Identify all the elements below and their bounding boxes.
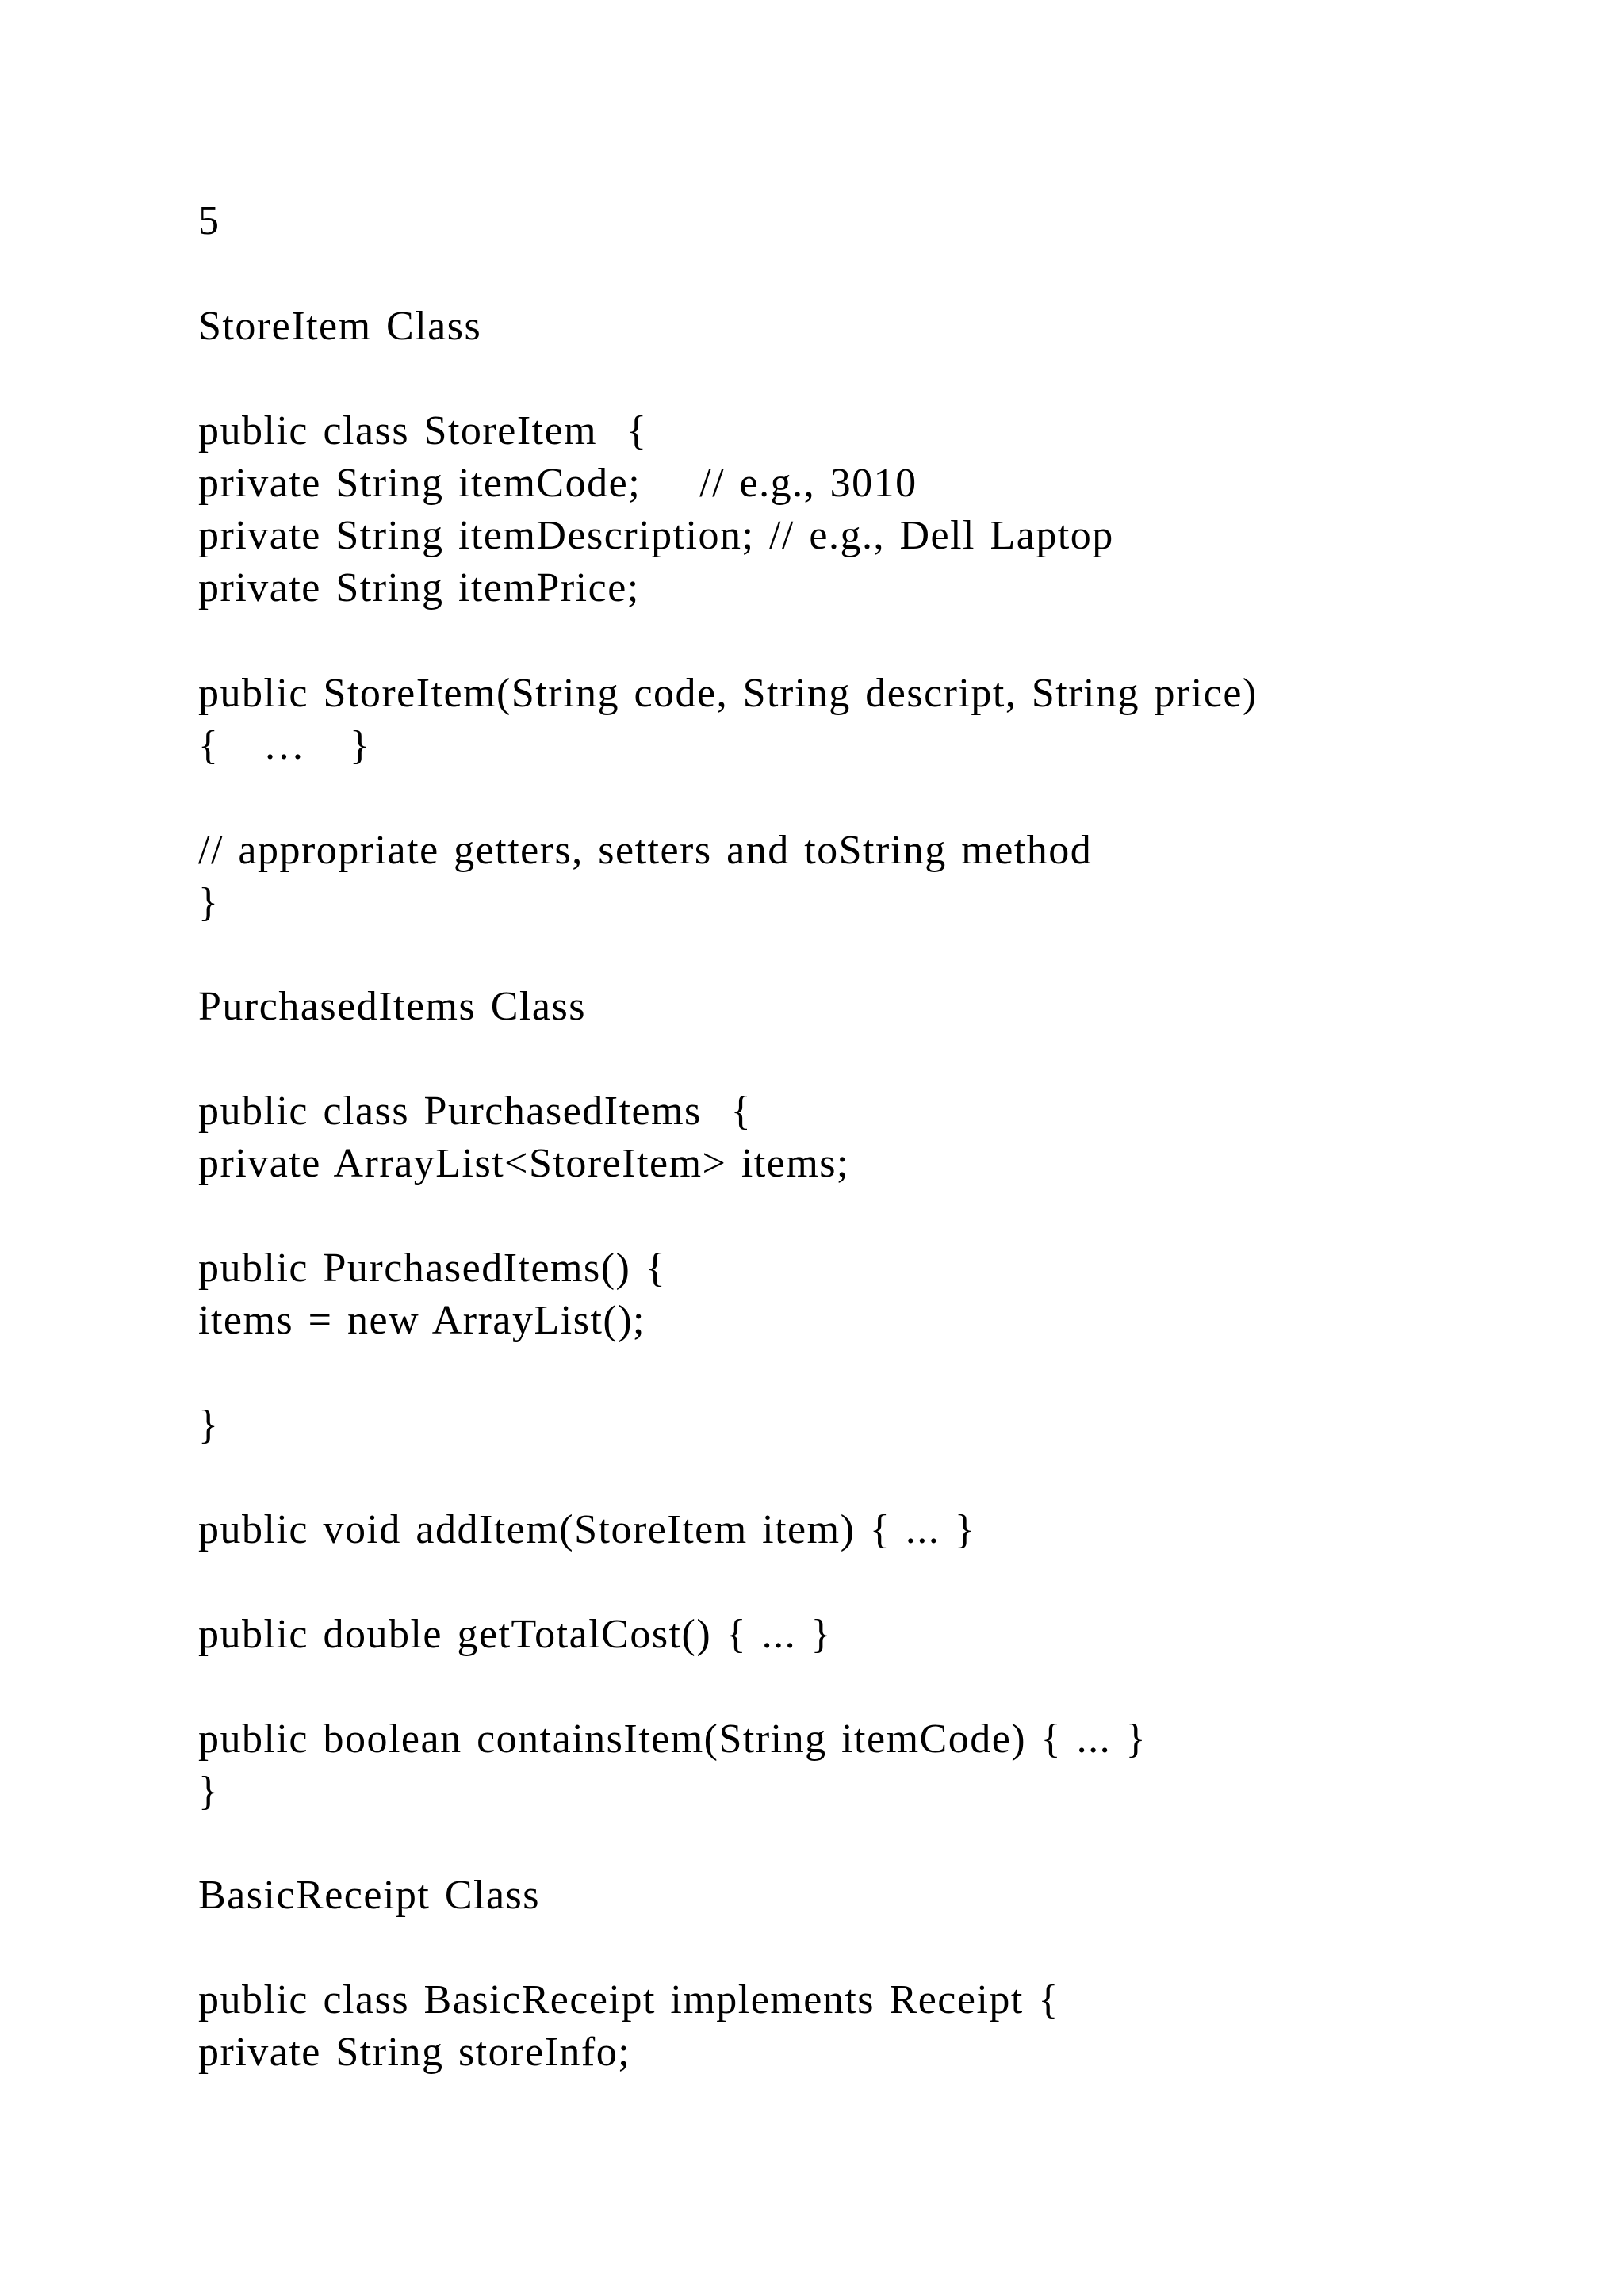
code-line: { … }: [198, 723, 371, 768]
section-heading-storeitem: StoreItem Class: [198, 304, 482, 349]
section-heading-basicreceipt: BasicReceipt Class: [198, 1873, 541, 1918]
code-line: }: [198, 1402, 220, 1448]
page-number: 5: [198, 198, 220, 243]
code-line: private String itemPrice;: [198, 565, 640, 610]
code-line: private String itemDescription; // e.g., Dell Laptop: [198, 513, 1114, 558]
code-line: private String storeInfo;: [198, 2030, 631, 2075]
code-line: items = new ArrayList();: [198, 1298, 645, 1343]
code-line: private String itemCode; // e.g., 3010: [198, 461, 917, 506]
section-heading-purchaseditems: PurchasedItems Class: [198, 984, 586, 1029]
code-line: private ArrayList<StoreItem> items;: [198, 1141, 849, 1186]
code-line: public class BasicReceipt implements Receipt {: [198, 1977, 1059, 2022]
code-line: }: [198, 1769, 220, 1814]
code-line: public class StoreItem {: [198, 408, 648, 453]
code-line: public class PurchasedItems {: [198, 1089, 753, 1134]
code-line: public StoreItem(String code, String descript, String price): [198, 671, 1258, 716]
code-line: public boolean containsItem(String itemCode) { ... }: [198, 1716, 1147, 1762]
code-line: public double getTotalCost() { ... }: [198, 1612, 833, 1657]
code-line: // appropriate getters, setters and toString method: [198, 828, 1093, 873]
code-line: public PurchasedItems() {: [198, 1246, 667, 1291]
code-line: }: [198, 880, 220, 925]
code-line: public void addItem(StoreItem item) { ... }: [198, 1507, 976, 1552]
